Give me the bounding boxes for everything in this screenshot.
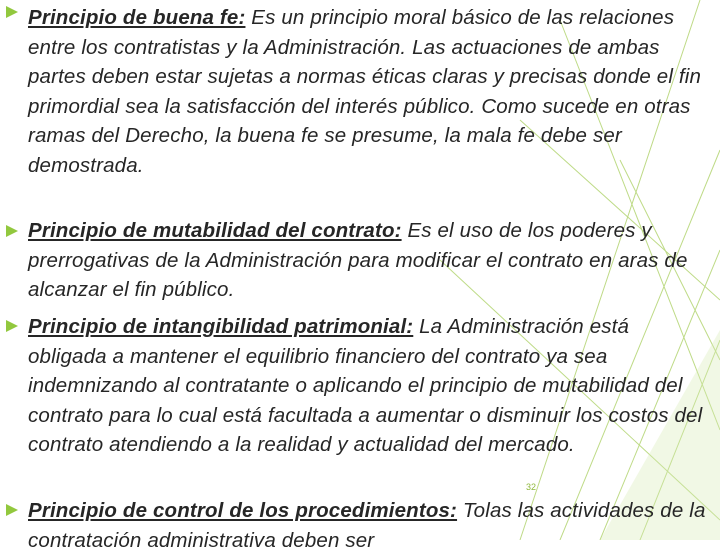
paragraph-buena-fe: [28, 3, 708, 180]
paragraph-control: [28, 496, 708, 555]
text-control: Tolas las actividades de la contratación administrativa deben ser: [28, 499, 706, 552]
text-intangibilidad: La Administración está obligada a mantener el equilibrio financiero del contrato ya sea indemnizando al contratante o aplicando el principio de mutabilidad del contrato para lo cual está facultada a aumentar o disminuir los costos del contrato atendiendo a la realidad y actualidad del mercado.: [28, 315, 703, 456]
text-mutabilidad: Es el uso de los poderes y prerrogativas de la Administración para modificar el contrato en aras de alcanzar el fin público.: [28, 219, 688, 301]
term-buena-fe: Principio de buena fe:: [28, 6, 246, 29]
term-intangibilidad: Principio de intangibilidad patrimonial:: [28, 315, 414, 338]
green-triangle-bullet-icon: [6, 320, 18, 332]
paragraph-mutabilidad: [28, 216, 708, 305]
green-triangle-bullet-icon: [6, 504, 18, 516]
page-number: 32: [526, 482, 537, 492]
green-triangle-bullet-icon: [6, 6, 18, 18]
green-triangle-bullet-icon: [6, 225, 18, 237]
paragraph-intangibilidad: [28, 312, 708, 460]
term-mutabilidad: Principio de mutabilidad del contrato:: [28, 219, 402, 242]
term-control: Principio de control de los procedimientos:: [28, 499, 458, 522]
text-buena-fe: Es un principio moral básico de las relaciones entre los contratistas y la Administración. Las actuaciones de ambas partes deben estar sujetas a normas éticas claras y precisas donde el fin primordial sea la satisfacción del interés público. Como sucede en otras ramas del Derecho, la buena fe se presume, la mala fe debe ser demostrada.: [28, 6, 701, 177]
